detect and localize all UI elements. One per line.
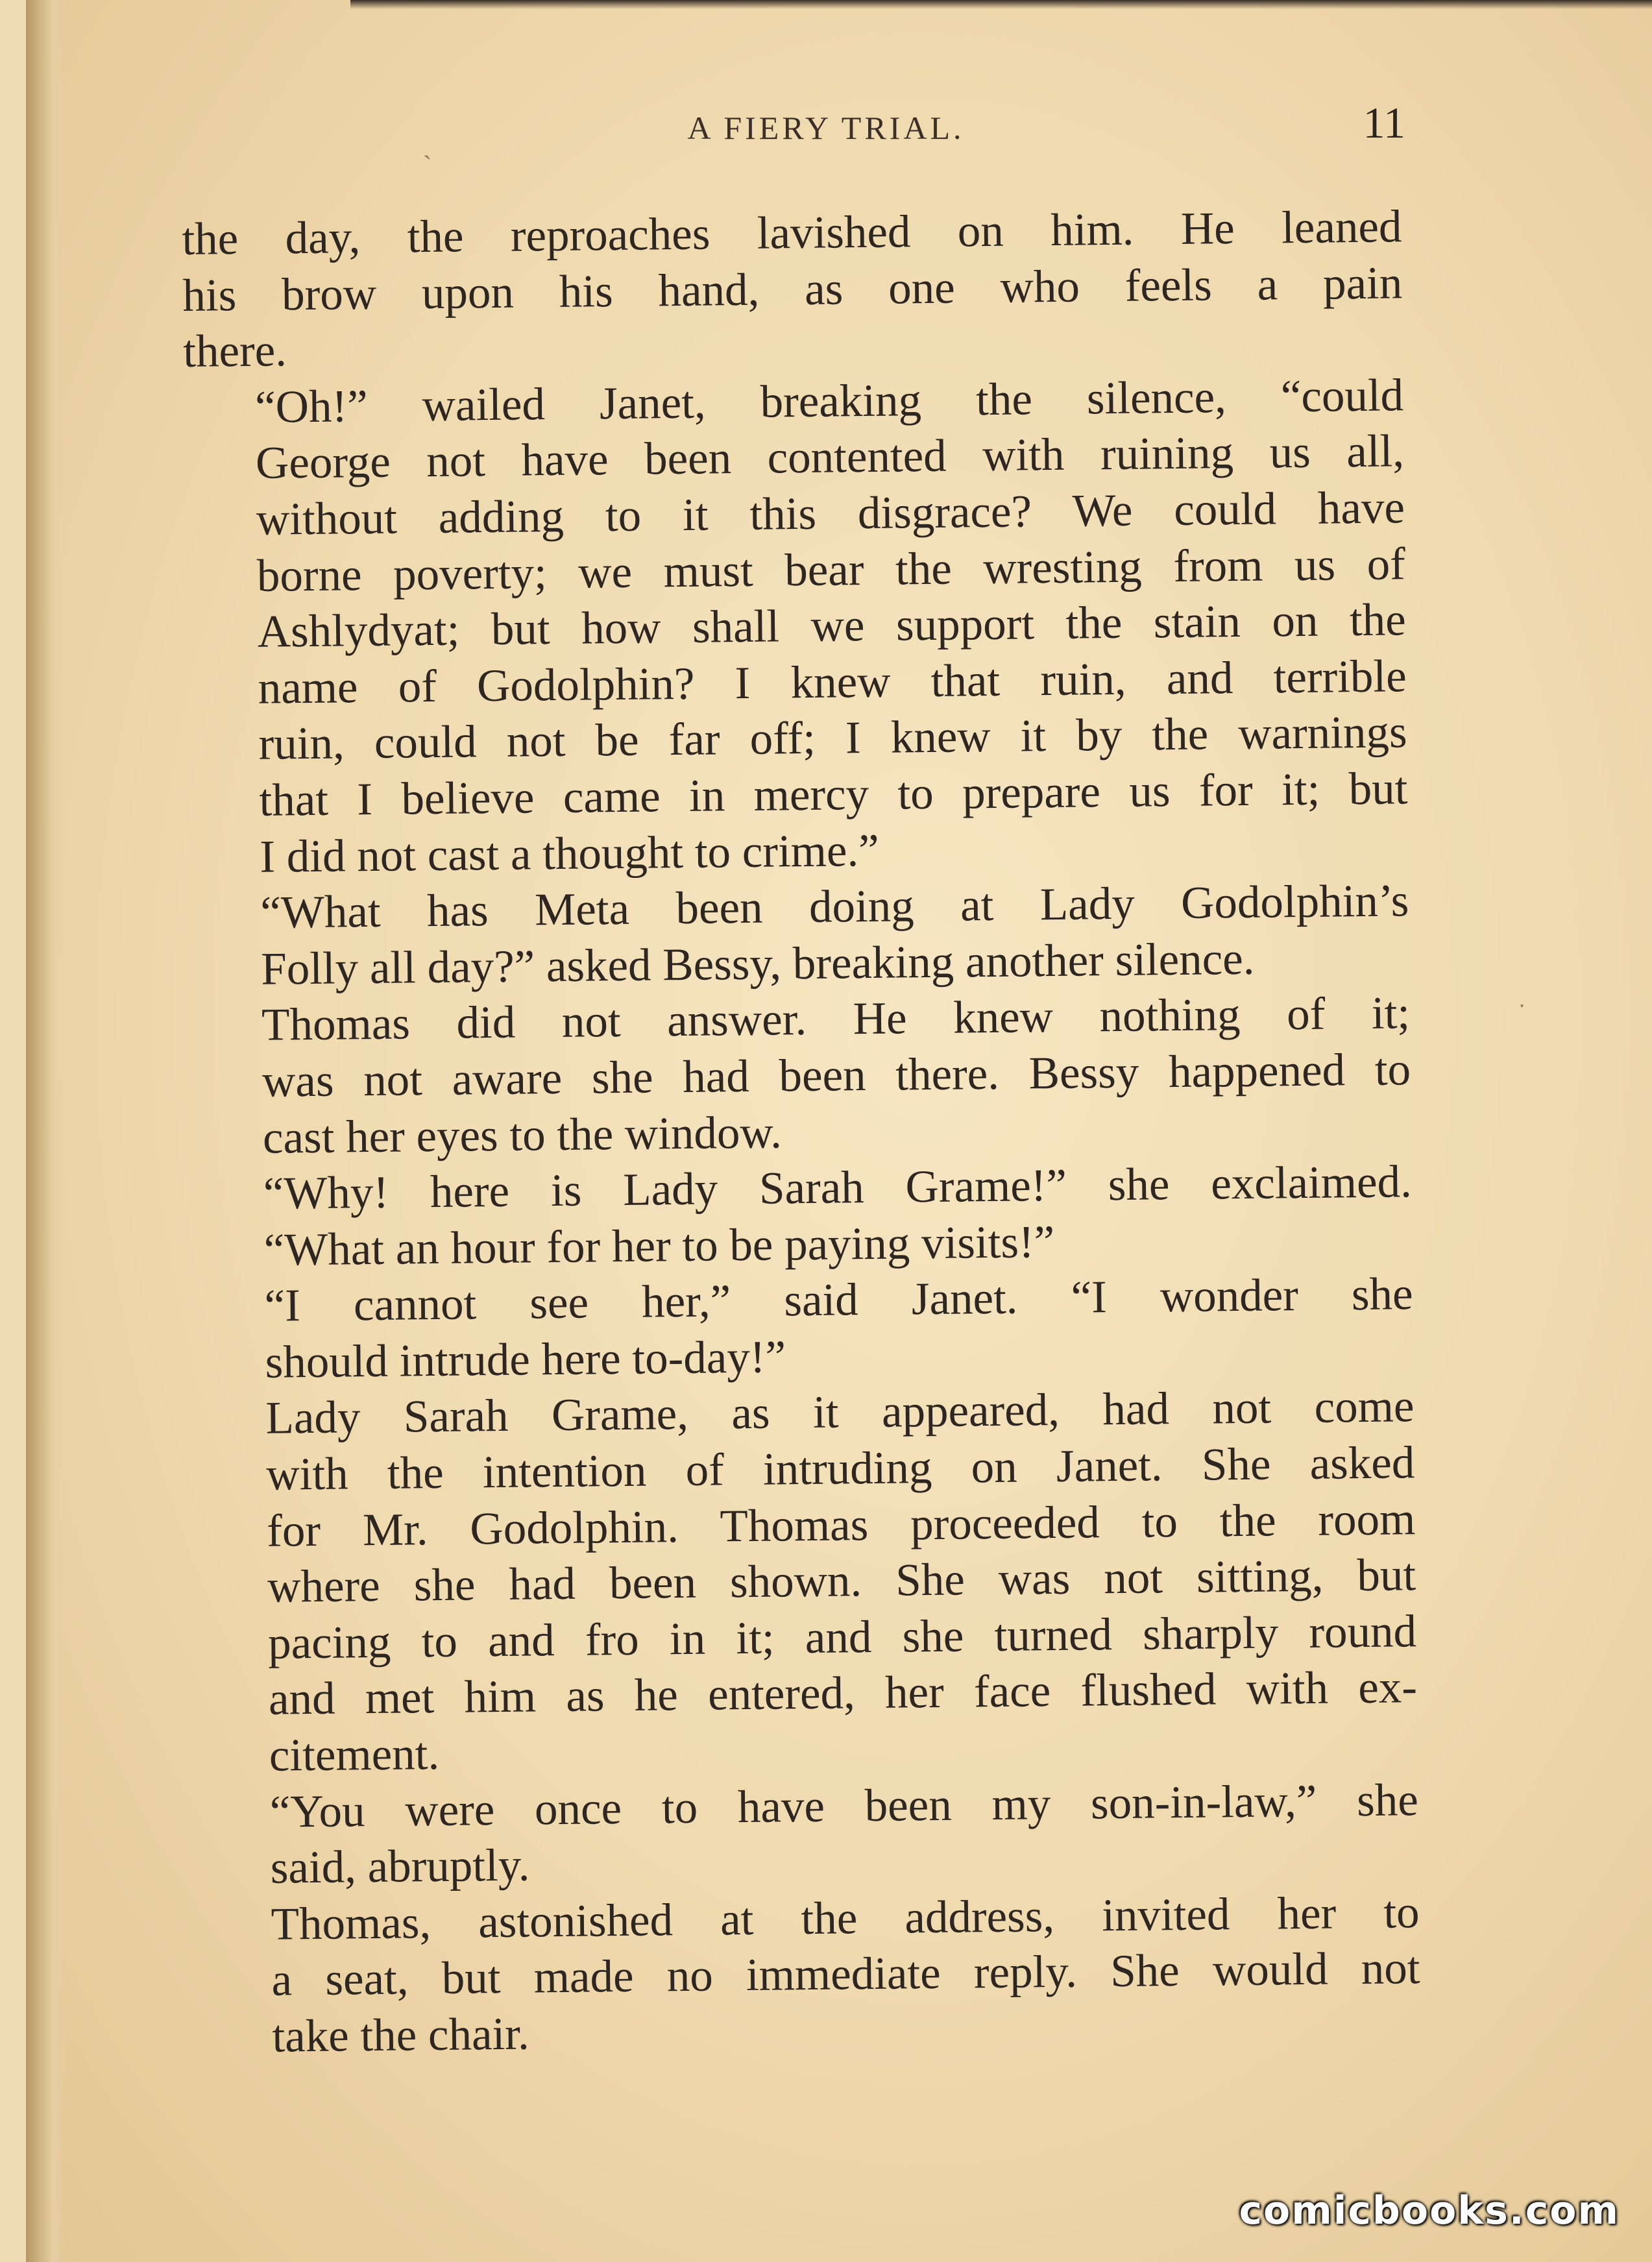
text-line: cast her eyes to the window.: [262, 1106, 783, 1163]
text-line: without adding to it this disgrace? We could have: [256, 482, 1405, 545]
text-line: take the chair.: [272, 2008, 530, 2062]
paragraph: [193, 1267, 1414, 1392]
text-line: borne poverty; we must bear the wresting from us of: [256, 538, 1406, 602]
text-line: Folly all day?” asked Bessy, breaking another silence.: [260, 933, 1255, 995]
ink-speck: ˏ: [423, 130, 432, 160]
text-line: should intrude here to-day!”: [265, 1332, 786, 1388]
text-line: Ashlydyat; but how shall we support the stain on the: [257, 594, 1407, 657]
watermark: comicbooks.com: [1239, 2188, 1620, 2233]
text-line: Thomas did not answer. He knew nothing of it;: [261, 988, 1411, 1051]
text-line: there.: [182, 325, 287, 378]
text-line: pacing to and fro in it; and she turned sharply round: [267, 1606, 1417, 1669]
ink-speck: ˑ: [1518, 993, 1526, 1023]
text-line: citement.: [269, 1729, 440, 1781]
text-line: said, abruptly.: [270, 1840, 530, 1893]
text-line: and met him as he entered, her face flushed with ex-: [268, 1662, 1418, 1725]
paragraph: [184, 367, 1409, 886]
text-line: where she had been shown. She was not sitting, but: [267, 1550, 1416, 1612]
page-top-edge-shadow: [350, 0, 1652, 9]
text-line: a seat, but made no immediate reply. She would not: [271, 1943, 1420, 2006]
text-line: for Mr. Godolphin. Thomas proceeded to the room: [266, 1493, 1416, 1557]
text-line: “Why! here is Lady Sarah Grame!” she exclaimed.: [263, 1156, 1413, 1219]
text-line: “I cannot see her,” said Janet. “I wonder she: [264, 1269, 1413, 1332]
text-line: “Oh!” wailed Janet, breaking the silence, “could: [254, 370, 1404, 433]
paragraph: [182, 199, 1403, 380]
text-line: ruin, could not be far off; I knew it by the warnings: [258, 707, 1407, 770]
text-line: “What has Meta been doing at Lady Godolphin’s: [260, 875, 1409, 938]
text-line: name of Godolphin? I knew that ruin, and terrible: [258, 651, 1407, 714]
text-line: I did not cast a thought to crime.”: [260, 825, 880, 882]
paragraph: [194, 1379, 1418, 1785]
text-line: that I believe came in mercy to prepare us for it; but: [259, 763, 1408, 826]
paragraph: [199, 1884, 1421, 2065]
text-line: “You were once to have been my son-in-law,” she: [269, 1774, 1419, 1838]
text-line: was not aware she had been there. Bessy happened to: [261, 1044, 1411, 1107]
paragraph: [198, 1772, 1419, 1897]
paragraph: [190, 986, 1412, 1167]
text-line: his brow upon his hand, as one who feels a pain: [182, 257, 1403, 321]
page-gutter-shadow: [26, 0, 65, 2262]
text-line: with the intention of intruding on Janet. She asked: [265, 1437, 1415, 1500]
text-line: the day, the reproaches lavished on him. He leaned: [182, 201, 1402, 265]
text-line: George not have been contented with ruining us all,: [255, 426, 1405, 489]
text-line: “What an hour for her to be paying visits!”: [263, 1216, 1055, 1276]
page-number: 11: [1363, 98, 1405, 147]
paragraph: [189, 873, 1410, 998]
running-title: A FIERY TRIAL.: [687, 110, 965, 146]
body-text: [182, 199, 1421, 2065]
paragraph: [191, 1154, 1413, 1279]
text-line: Thomas, astonished at the address, invited her to: [271, 1886, 1420, 1950]
text-line: Lady Sarah Grame, as it appeared, had not come: [265, 1381, 1415, 1444]
